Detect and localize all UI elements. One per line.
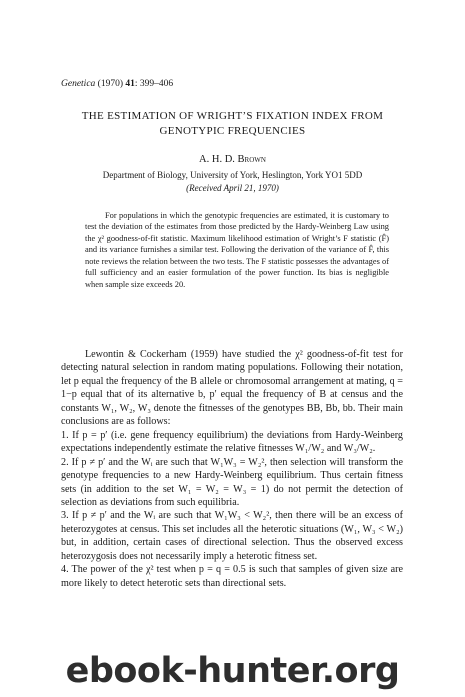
author-surname: Brown [237,154,266,165]
conclusion-item-3: 3. If p ≠ p′ and the Wᵢ are such that W₁W₃ < W₂², then there will be an excess of heterozygotes at census. This set includes all the heterotic situations (W₁, W₃ < W₂) but, in addition, certain cases of directional selection. Thus the observed excess heterozygosis does not necessarily imply a heterotic fitness set. [61,510,403,562]
journal-citation [61,79,173,89]
conclusion-item-1: 1. If p = p′ (i.e. gene frequency equilibrium) the deviations from Hardy-Weinberg expectations independently estimate the relative fitnesses W₁/W₂ and W₃/W₂. [61,429,403,455]
conclusion-item-2: 2. If p ≠ p′ and the Wᵢ are such that W₁W₃ = W₂², then selection will transform the genotype frequencies to a new Hardy-Weinberg equilibrium. Thus certain fitness sets (in addition to the set W₁ = W₂ = W₃ = 1) do not permit the detection of selection as deviations from such equilibria. [61,456,403,508]
journal-name: Genetica [61,79,96,89]
journal-year: (1970) [97,79,123,89]
body-paragraph-intro: Lewontin & Cockerham (1959) have studied the χ² goodness-of-fit test for detecting natural selection in random mating populations. Following their notation, let p equal the frequency of the B allele or chromosomal arrangement at mating, q = 1−p equal that of its alternative b, p′ equal the frequency of B at census and the constants W₁, W₂, W₃ denote the fitnesses of the genotypes BB, Bb, bb. Their main conclusions are as follows: [61,349,403,428]
conclusion-item-4: 4. The power of the χ² test when p = q = 0.5 is such that samples of given size are more likely to detect heterotic sets than directional sets. [61,564,403,589]
author-name [0,154,465,165]
author-affiliation: Department of Biology, University of York, Heslington, York YO1 5DD [102,170,363,180]
watermark-text: ebook-hunter.org [65,651,400,691]
journal-volume: 41 [125,79,135,89]
journal-pages: : 399–406 [134,79,174,89]
abstract-text: For populations in which the genotypic frequencies are estimated, it is customary to test the deviation of the estimates from those predicted by the Hardy-Weinberg Law using the χ² goodness-of-fit statistic. Maximum likelihood estimation of Wright’s F statistic (F̂) and its variance furnishes a similar test. Following the derivation of the variance of F̂, this note reviews the relation between the two tests. The F statistic possesses the advantages of full sufficiency and an easier formulation of the power function. Its bias is negligible when sample size exceeds 20. [85,211,389,289]
abstract [85,210,389,290]
paper-title-line-1: THE ESTIMATION OF WRIGHT’S FIXATION INDEX FROM [81,110,384,122]
received-date: (Received April 21, 1970) [186,183,279,193]
body-text [61,348,403,590]
author-initials: A. H. D. [199,154,235,165]
paper-title-line-2: GENOTYPIC FREQUENCIES [159,125,306,137]
